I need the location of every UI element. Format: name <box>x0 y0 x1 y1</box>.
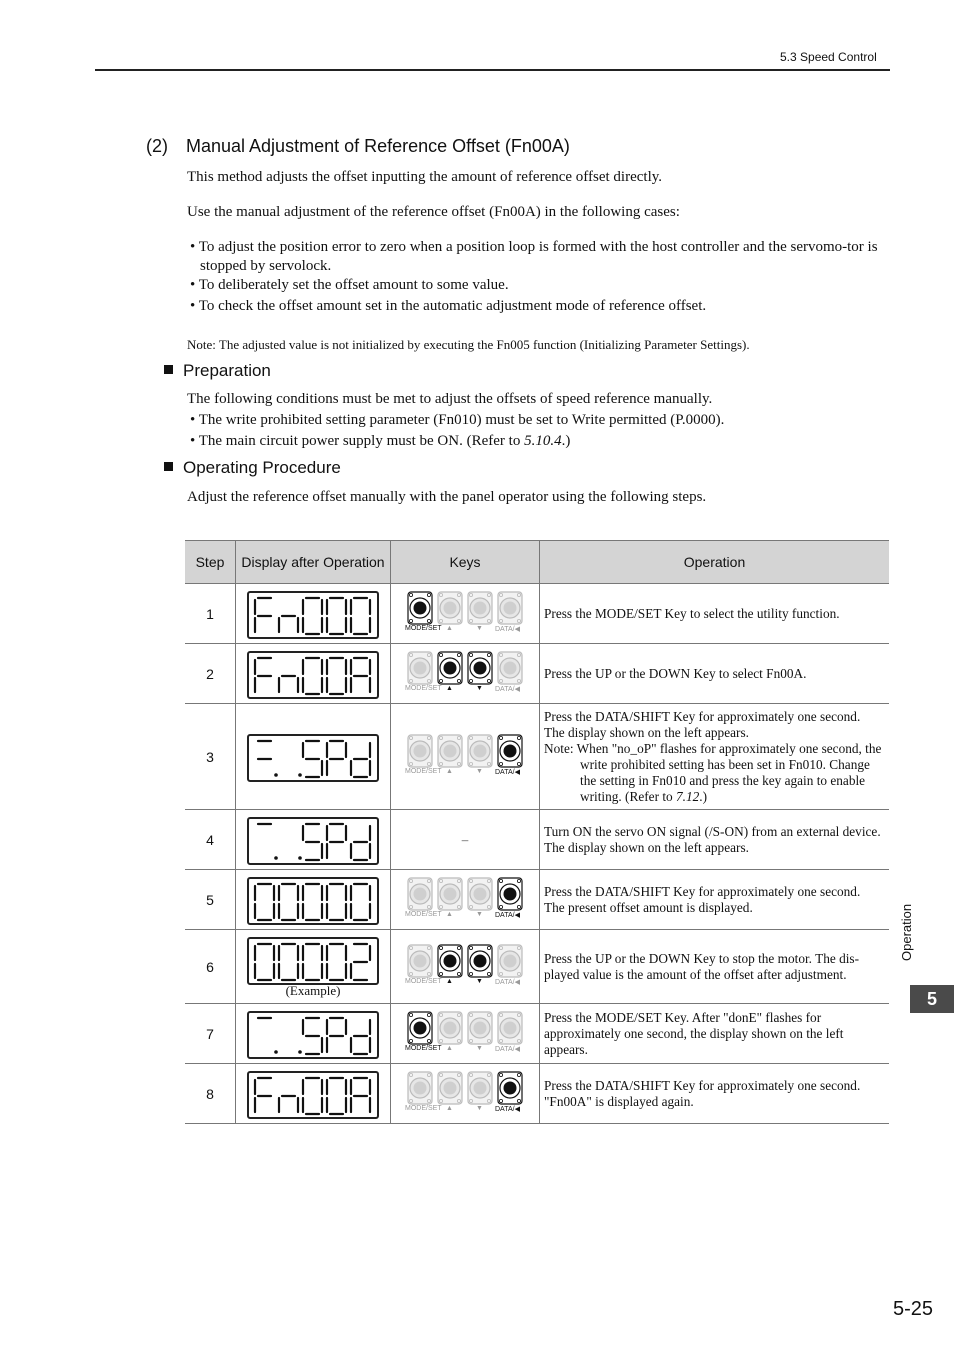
down-key-icon <box>467 944 493 978</box>
section-heading <box>146 136 570 157</box>
mode-set-key-icon <box>407 591 433 625</box>
decimal-point <box>298 856 302 860</box>
keys-cell: – <box>391 810 540 870</box>
operation-text: Press the MODE/SET Key. After "donE" flashes for approximately one second, the display shown on the left appears. <box>540 1004 890 1064</box>
cross-reference: 7.12 <box>676 788 700 804</box>
up-key-label: ▲ <box>446 977 453 985</box>
decimal-point <box>298 1050 302 1054</box>
data-shift-key-label: DATA/◀ <box>495 911 520 919</box>
cross-reference: 5.10.4 <box>524 433 562 449</box>
intro-bullet-1: • To adjust the position error to zero when a position loop is formed with the host controller and the servomo-tor is stopped by servolock. <box>190 239 878 274</box>
led-display <box>247 651 379 699</box>
up-key-label: ▲ <box>446 910 453 918</box>
preparation-heading <box>164 361 271 381</box>
seven-segment-digits <box>252 739 374 779</box>
table-row <box>185 870 889 930</box>
table-row <box>185 1064 889 1124</box>
display-cell <box>236 870 391 930</box>
operation-text: Press the UP or the DOWN Key to select Fn00A. <box>540 644 890 704</box>
table-row <box>185 704 889 810</box>
down-key-icon <box>467 877 493 911</box>
preparation-bullet-1: • The write prohibited setting parameter (Fn010) must be set to Write permitted (P.0000). <box>190 412 725 428</box>
mode-set-key-icon <box>407 1071 433 1105</box>
up-key-icon <box>437 591 463 625</box>
panel-keys <box>405 734 525 780</box>
keys-cell <box>391 930 540 1004</box>
led-display <box>247 817 379 865</box>
up-key-label: ▲ <box>446 624 453 632</box>
table-row <box>185 930 889 1004</box>
step-number: 2 <box>185 644 236 704</box>
operation-note: Note: When "no_oP" flashes for approximately one second, the write prohibited setting has been set in Fn010. Change the setting in Fn010 and press the key again to enable writing. (Refer to 7.12.) <box>544 740 882 804</box>
mode-set-key-label: MODE/SET <box>405 977 442 985</box>
header-operation: Operation <box>540 541 890 584</box>
mode-set-key-label: MODE/SET <box>405 624 442 632</box>
step-number: 6 <box>185 930 236 1004</box>
operation-text: Press the DATA/SHIFT Key for approximately one second. The display shown on the left appears. Note: When "no_oP" flashes for approximately one second, the write prohibited setting has been set in Fn010. Change the setting in Fn010 and press the key again to enable writing. (Refer to 7.12.) <box>540 704 890 810</box>
up-key-icon <box>437 734 463 768</box>
intro-paragraph-2: Use the manual adjustment of the reference offset (Fn00A) in the following cases: <box>187 204 680 220</box>
up-key-icon <box>437 1011 463 1045</box>
seven-segment-digits <box>252 1076 374 1116</box>
step-number: 4 <box>185 810 236 870</box>
intro-note: Note: The adjusted value is not initialized by executing the Fn005 function (Initializing Parameter Settings). <box>187 337 750 352</box>
chapter-tab: 5 <box>910 985 954 1013</box>
seven-segment-digits <box>252 1016 374 1056</box>
panel-keys <box>405 591 525 637</box>
data-shift-key-icon <box>497 877 523 911</box>
keys-cell <box>391 1004 540 1064</box>
data-shift-key-label: DATA/◀ <box>495 1045 520 1053</box>
down-key-icon <box>467 591 493 625</box>
table-row <box>185 1004 889 1064</box>
led-display <box>247 877 379 925</box>
header-display: Display after Operation <box>236 541 391 584</box>
mode-set-key-icon <box>407 1011 433 1045</box>
seven-segment-digits <box>252 942 374 982</box>
step-number: 3 <box>185 704 236 810</box>
operating-procedure-table <box>185 540 889 1124</box>
down-key-label: ▼ <box>476 684 483 692</box>
seven-segment-digits <box>252 656 374 696</box>
down-key-icon <box>467 734 493 768</box>
led-display <box>247 734 379 782</box>
operation-text: Turn ON the servo ON signal (/S-ON) from an external device. The display shown on the left appears. <box>540 810 890 870</box>
mode-set-key-label: MODE/SET <box>405 684 442 692</box>
page-number: 5-25 <box>893 1298 934 1320</box>
preparation-text: The following conditions must be met to adjust the offsets of speed reference manually. <box>187 391 713 407</box>
panel-keys <box>405 1071 525 1117</box>
mode-set-key-icon <box>407 944 433 978</box>
data-shift-key-icon <box>497 1071 523 1105</box>
mode-set-key-icon <box>407 651 433 685</box>
up-key-icon <box>437 1071 463 1105</box>
up-key-label: ▲ <box>446 767 453 775</box>
down-key-label: ▼ <box>476 1044 483 1052</box>
down-key-label: ▼ <box>476 910 483 918</box>
up-key-icon <box>437 944 463 978</box>
table-row <box>185 810 889 870</box>
heading-number: (2) <box>146 136 168 156</box>
mode-set-key-icon <box>407 734 433 768</box>
display-cell <box>236 704 391 810</box>
intro-paragraph-1: This method adjusts the offset inputting the amount of reference offset directly. <box>187 169 663 185</box>
led-display <box>247 591 379 639</box>
data-shift-key-label: DATA/◀ <box>495 978 520 986</box>
side-tab <box>899 895 923 965</box>
decimal-point <box>274 773 278 777</box>
down-key-label: ▼ <box>476 624 483 632</box>
up-key-label: ▲ <box>446 1104 453 1112</box>
data-shift-key-label: DATA/◀ <box>495 768 520 776</box>
keys-cell <box>391 584 540 644</box>
header-rule <box>95 69 890 71</box>
mode-set-key-label: MODE/SET <box>405 1104 442 1112</box>
mode-set-key-label: MODE/SET <box>405 767 442 775</box>
down-key-icon <box>467 1011 493 1045</box>
step-number: 7 <box>185 1004 236 1064</box>
table-header-row <box>185 541 889 584</box>
display-cell <box>236 1004 391 1064</box>
led-display <box>247 1071 379 1119</box>
mode-set-key-icon <box>407 877 433 911</box>
seven-segment-digits <box>252 596 374 636</box>
intro-bullet-3: • To check the offset amount set in the automatic adjustment mode of reference offset. <box>190 298 707 314</box>
down-key-icon <box>467 651 493 685</box>
table-row <box>185 584 889 644</box>
operation-text: Press the UP or the DOWN Key to stop the motor. The dis-played value is the amount of the offset after adjustment. <box>540 930 890 1004</box>
data-shift-key-icon <box>497 591 523 625</box>
side-tab-label: Operation <box>899 903 914 961</box>
keys-cell <box>391 644 540 704</box>
running-header: 5.3 Speed Control <box>780 50 877 64</box>
decimal-point <box>274 856 278 860</box>
seven-segment-digits <box>252 882 374 922</box>
keys-cell <box>391 704 540 810</box>
down-key-icon <box>467 1071 493 1105</box>
display-cell <box>236 810 391 870</box>
preparation-title: Preparation <box>183 361 271 380</box>
panel-keys <box>405 1011 525 1057</box>
step-number: 8 <box>185 1064 236 1124</box>
up-key-label: ▲ <box>446 684 453 692</box>
display-cell <box>236 1064 391 1124</box>
panel-keys <box>405 877 525 923</box>
led-display <box>247 937 379 985</box>
step-number: 5 <box>185 870 236 930</box>
data-shift-key-label: DATA/◀ <box>495 625 520 633</box>
data-shift-key-icon <box>497 944 523 978</box>
keys-cell <box>391 870 540 930</box>
preparation-bullet-2: • The main circuit power supply must be ON. (Refer to 5.10.4.) <box>190 433 571 449</box>
seven-segment-digits <box>252 822 374 862</box>
decimal-point <box>298 773 302 777</box>
down-key-label: ▼ <box>476 977 483 985</box>
down-key-label: ▼ <box>476 767 483 775</box>
operation-text: Press the DATA/SHIFT Key for approximately one second. "Fn00A" is displayed again. <box>540 1064 890 1124</box>
header-keys: Keys <box>391 541 540 584</box>
panel-keys <box>405 651 525 697</box>
display-cell <box>236 930 391 1004</box>
up-key-icon <box>437 877 463 911</box>
data-shift-key-label: DATA/◀ <box>495 685 520 693</box>
operation-text: Press the DATA/SHIFT Key for approximately one second. The present offset amount is displayed. <box>540 870 890 930</box>
led-display <box>247 1011 379 1059</box>
display-cell <box>236 644 391 704</box>
procedure-heading <box>164 458 341 478</box>
decimal-point <box>274 1050 278 1054</box>
operation-text: Press the MODE/SET Key to select the utility function. <box>540 584 890 644</box>
table-row <box>185 644 889 704</box>
procedure-text: Adjust the reference offset manually with the panel operator using the following steps. <box>187 489 707 505</box>
data-shift-key-icon <box>497 734 523 768</box>
step-number: 1 <box>185 584 236 644</box>
square-bullet-icon <box>164 365 173 374</box>
keys-cell <box>391 1064 540 1124</box>
square-bullet-icon <box>164 462 173 471</box>
panel-keys <box>405 944 525 990</box>
data-shift-key-icon <box>497 651 523 685</box>
display-cell <box>236 584 391 644</box>
data-shift-key-icon <box>497 1011 523 1045</box>
mode-set-key-label: MODE/SET <box>405 1044 442 1052</box>
up-key-label: ▲ <box>446 1044 453 1052</box>
data-shift-key-label: DATA/◀ <box>495 1105 520 1113</box>
mode-set-key-label: MODE/SET <box>405 910 442 918</box>
procedure-title: Operating Procedure <box>183 458 341 477</box>
heading-title: Manual Adjustment of Reference Offset (Fn00A) <box>186 136 570 156</box>
up-key-icon <box>437 651 463 685</box>
down-key-label: ▼ <box>476 1104 483 1112</box>
example-caption: (Example) <box>285 982 341 998</box>
intro-bullet-2: • To deliberately set the offset amount to some value. <box>190 277 509 293</box>
header-step: Step <box>185 541 236 584</box>
